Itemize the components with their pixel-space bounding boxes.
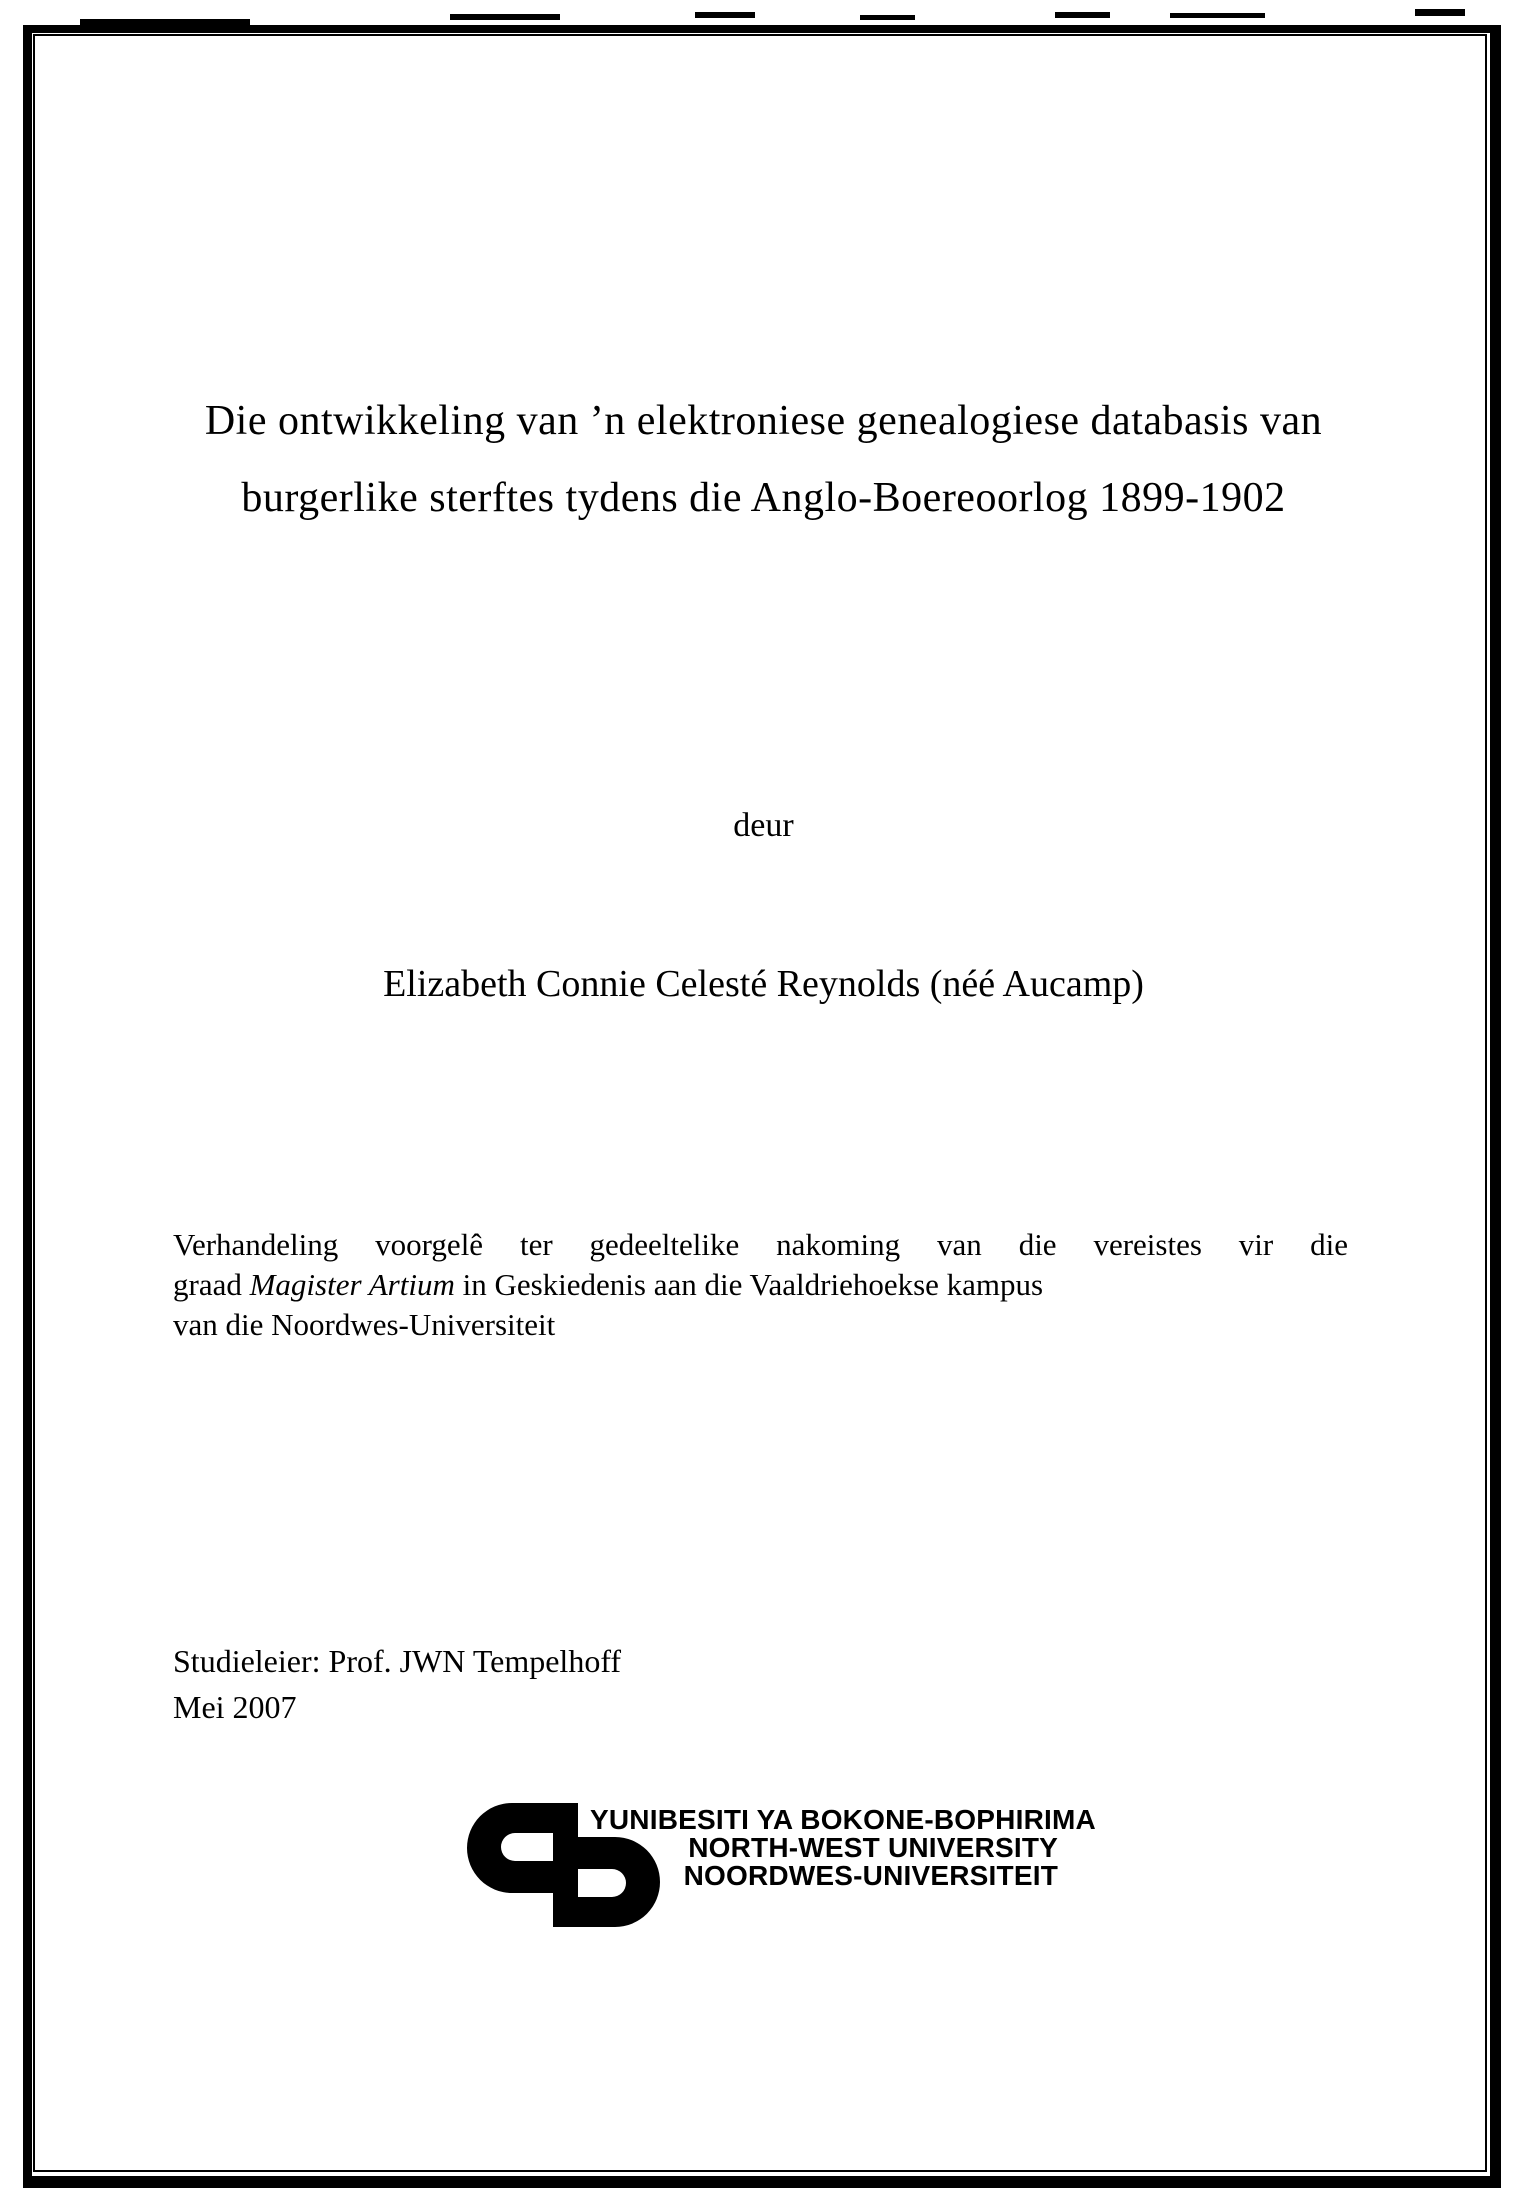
- date-line: Mei 2007: [173, 1689, 297, 1725]
- university-wordmark: [590, 1804, 1096, 1891]
- scan-noise-dash: [860, 15, 915, 20]
- byline-label: deur: [733, 807, 794, 844]
- scan-noise-dash: [1170, 13, 1265, 18]
- scan-noise-dash: [1415, 9, 1465, 16]
- submission-line2-suffix: in Geskiedenis aan die Vaaldriehoekse kampus: [454, 1267, 1044, 1302]
- degree-name: Magister Artium: [249, 1267, 455, 1302]
- supervisor-and-date: [173, 1638, 973, 1730]
- scan-noise-dash: [1055, 12, 1110, 18]
- thesis-title-line2: burgerlike sterftes tydens die Anglo-Boereoorlog 1899-1902: [241, 475, 1286, 521]
- scan-noise-dash: [450, 14, 560, 20]
- university-name-afrikaans: NOORDWES-UNIVERSITEIT: [683, 1860, 1058, 1891]
- submission-line3: van die Noordwes-Universiteit: [173, 1307, 556, 1342]
- thesis-title-line1: Die ontwikkeling van ’n elektroniese genealogiese databasis van: [204, 398, 1323, 444]
- submission-statement: [173, 1225, 1348, 1345]
- scan-noise-dash: [695, 12, 755, 18]
- submission-line1: Verhandeling voorgelê ter gedeeltelike nakoming van die vereistes vir die: [173, 1227, 1348, 1262]
- university-name-setswana: YUNIBESITI YA BOKONE-BOPHIRIMA: [590, 1804, 1096, 1835]
- submission-line2-prefix: graad: [173, 1267, 250, 1302]
- author-name: Elizabeth Connie Celesté Reynolds (néé Aucamp): [383, 963, 1144, 1005]
- thesis-title: [36, 383, 1491, 537]
- supervisor-line: Studieleier: Prof. JWN Tempelhoff: [173, 1643, 622, 1679]
- university-name-english: NORTH-WEST UNIVERSITY: [688, 1832, 1058, 1863]
- submission-line2: [173, 1265, 1348, 1305]
